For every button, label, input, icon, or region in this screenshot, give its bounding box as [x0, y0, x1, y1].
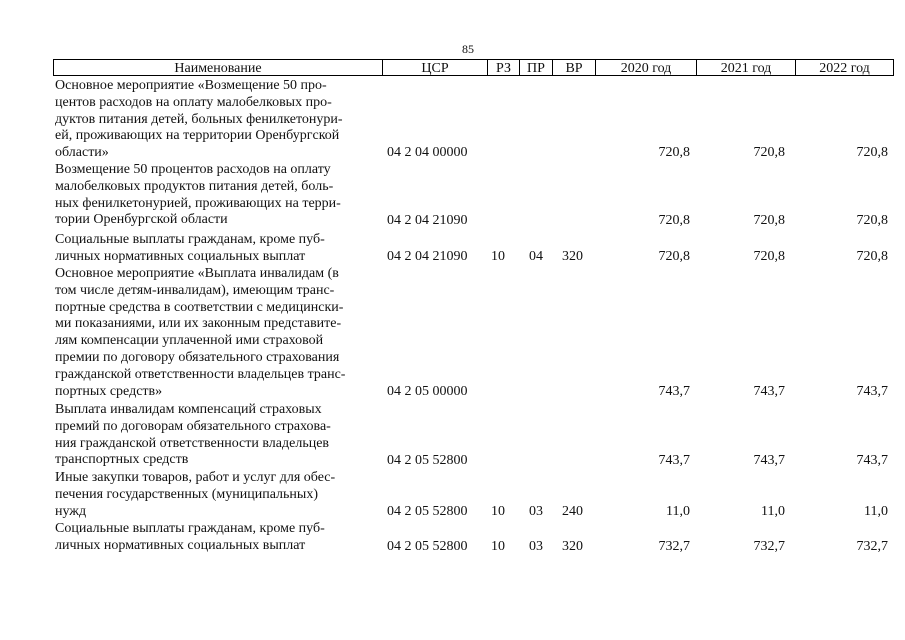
row-2020: 743,7 [658, 453, 690, 468]
row-2020: 732,7 [658, 539, 690, 554]
header-rz: РЗ [487, 59, 519, 76]
row-2021: 720,8 [753, 145, 785, 160]
header-2021: 2021 год [696, 59, 795, 76]
row-2022: 720,8 [856, 249, 888, 264]
row-vr: 320 [562, 539, 583, 554]
row-2020: 720,8 [658, 213, 690, 228]
header-pr: ПР [519, 59, 552, 76]
row-csr: 04 2 05 52800 [387, 453, 468, 468]
row-2022: 732,7 [856, 539, 888, 554]
row-2022: 11,0 [864, 504, 888, 519]
header-2020: 2020 год [595, 59, 696, 76]
row-name: Основное мероприятие «Возмещение 50 про- центов расходов на оплату малобелковых про- дуктов питания детей, больных фенилкетонури- ей, проживающих на территории Оренбургской области» [55, 78, 343, 161]
row-csr: 04 2 05 52800 [387, 504, 468, 519]
row-name: Иные закупки товаров, работ и услуг для обес- печения государственных (муниципальных) нужд [55, 470, 336, 519]
row-2020: 720,8 [658, 145, 690, 160]
row-2020: 720,8 [658, 249, 690, 264]
header-name: Наименование [53, 59, 382, 76]
row-name: Основное мероприятие «Выплата инвалидам (в том числе детям-инвалидам), имеющим транс- портные средства в соответствии с медицински- ми показаниями, или их законным представите- лям компенсации уплаченной ими страховой премии по договору обязательного страхования гражданской ответственности владельцев транс- портных средств» [55, 266, 346, 399]
row-2021: 720,8 [753, 249, 785, 264]
row-vr: 320 [562, 249, 583, 264]
row-2020: 743,7 [658, 384, 690, 399]
row-name: Выплата инвалидам компенсаций страховых премий по договорам обязательного страхова- ния гражданской ответственности владельцев транспортных средств [55, 402, 331, 468]
row-name: Социальные выплаты гражданам, кроме пуб- личных нормативных социальных выплат [55, 232, 325, 264]
row-2021: 732,7 [753, 539, 785, 554]
row-2022: 720,8 [856, 145, 888, 160]
row-2020: 11,0 [666, 504, 690, 519]
row-pr: 03 [529, 504, 543, 519]
page-number: 85 [462, 42, 474, 56]
row-csr: 04 2 05 00000 [387, 384, 468, 399]
header-2022: 2022 год [795, 59, 894, 76]
row-2021: 743,7 [753, 384, 785, 399]
row-csr: 04 2 04 21090 [387, 213, 468, 228]
row-rz: 10 [491, 539, 505, 554]
header-csr: ЦСР [382, 59, 487, 76]
row-name: Социальные выплаты гражданам, кроме пуб- личных нормативных социальных выплат [55, 521, 325, 553]
row-2021: 743,7 [753, 453, 785, 468]
header-vr: ВР [552, 59, 595, 76]
row-pr: 03 [529, 539, 543, 554]
row-rz: 10 [491, 504, 505, 519]
row-csr: 04 2 04 00000 [387, 145, 468, 160]
row-2022: 743,7 [856, 453, 888, 468]
row-2021: 11,0 [761, 504, 785, 519]
row-2022: 743,7 [856, 384, 888, 399]
row-2022: 720,8 [856, 213, 888, 228]
row-vr: 240 [562, 504, 583, 519]
row-rz: 10 [491, 249, 505, 264]
row-pr: 04 [529, 249, 543, 264]
row-2021: 720,8 [753, 213, 785, 228]
row-csr: 04 2 05 52800 [387, 539, 468, 554]
row-name: Возмещение 50 процентов расходов на оплату малобелковых продуктов питания детей, боль- ных фенилкетонурией, проживающих на терри- тории Оренбургской области [55, 162, 341, 228]
row-csr: 04 2 04 21090 [387, 249, 468, 264]
